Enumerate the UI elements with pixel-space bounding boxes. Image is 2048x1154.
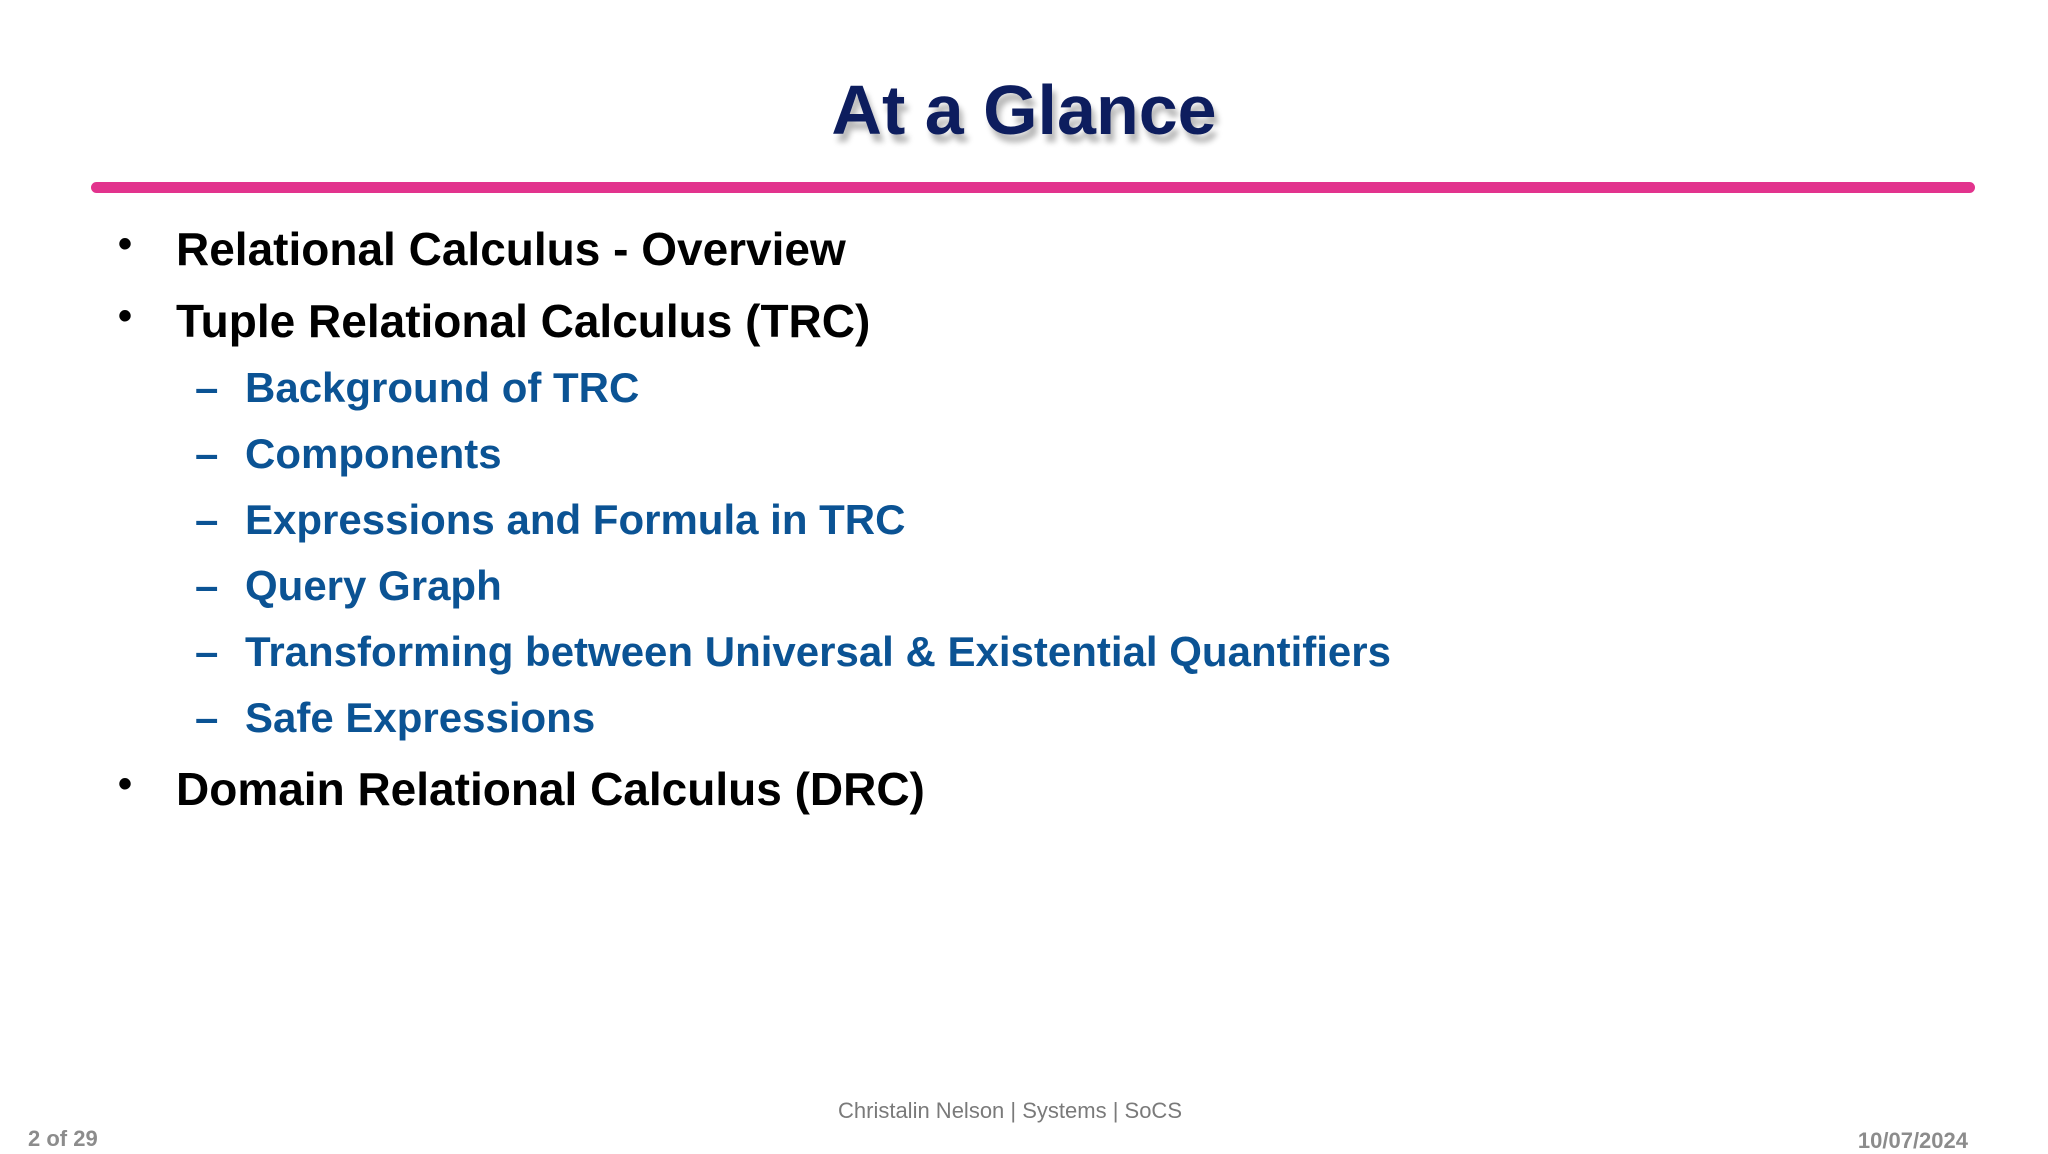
- bullet-marker: •: [118, 222, 133, 266]
- slide-date: 10/07/2024: [1857, 1128, 1968, 1153]
- bullet-marker: •: [118, 762, 133, 806]
- sub-marker: –: [195, 496, 219, 543]
- sub-text: Components: [245, 430, 502, 477]
- sub-marker: –: [195, 364, 219, 411]
- slide-title: At a Glance: [831, 71, 1217, 149]
- sub-marker: –: [195, 430, 219, 477]
- bullet-text: Tuple Relational Calculus (TRC): [176, 295, 871, 347]
- bullet-text: Domain Relational Calculus (DRC): [176, 763, 925, 815]
- sub-text: Safe Expressions: [245, 694, 596, 741]
- sub-text: Transforming between Universal & Existential Quantifiers: [245, 628, 1391, 675]
- sub-marker: –: [195, 694, 219, 741]
- bullet-marker: •: [118, 294, 133, 338]
- sub-marker: –: [195, 628, 219, 675]
- bullet-text: Relational Calculus - Overview: [176, 223, 846, 275]
- sub-marker: –: [195, 562, 219, 609]
- sub-text: Background of TRC: [245, 364, 640, 411]
- sub-text: Query Graph: [245, 562, 502, 609]
- sub-text: Expressions and Formula in TRC: [245, 496, 906, 543]
- title-divider: [91, 182, 1975, 193]
- footer-author: Christalin Nelson | Systems | SoCS: [838, 1098, 1182, 1123]
- slide-number: 2 of 29: [28, 1126, 98, 1151]
